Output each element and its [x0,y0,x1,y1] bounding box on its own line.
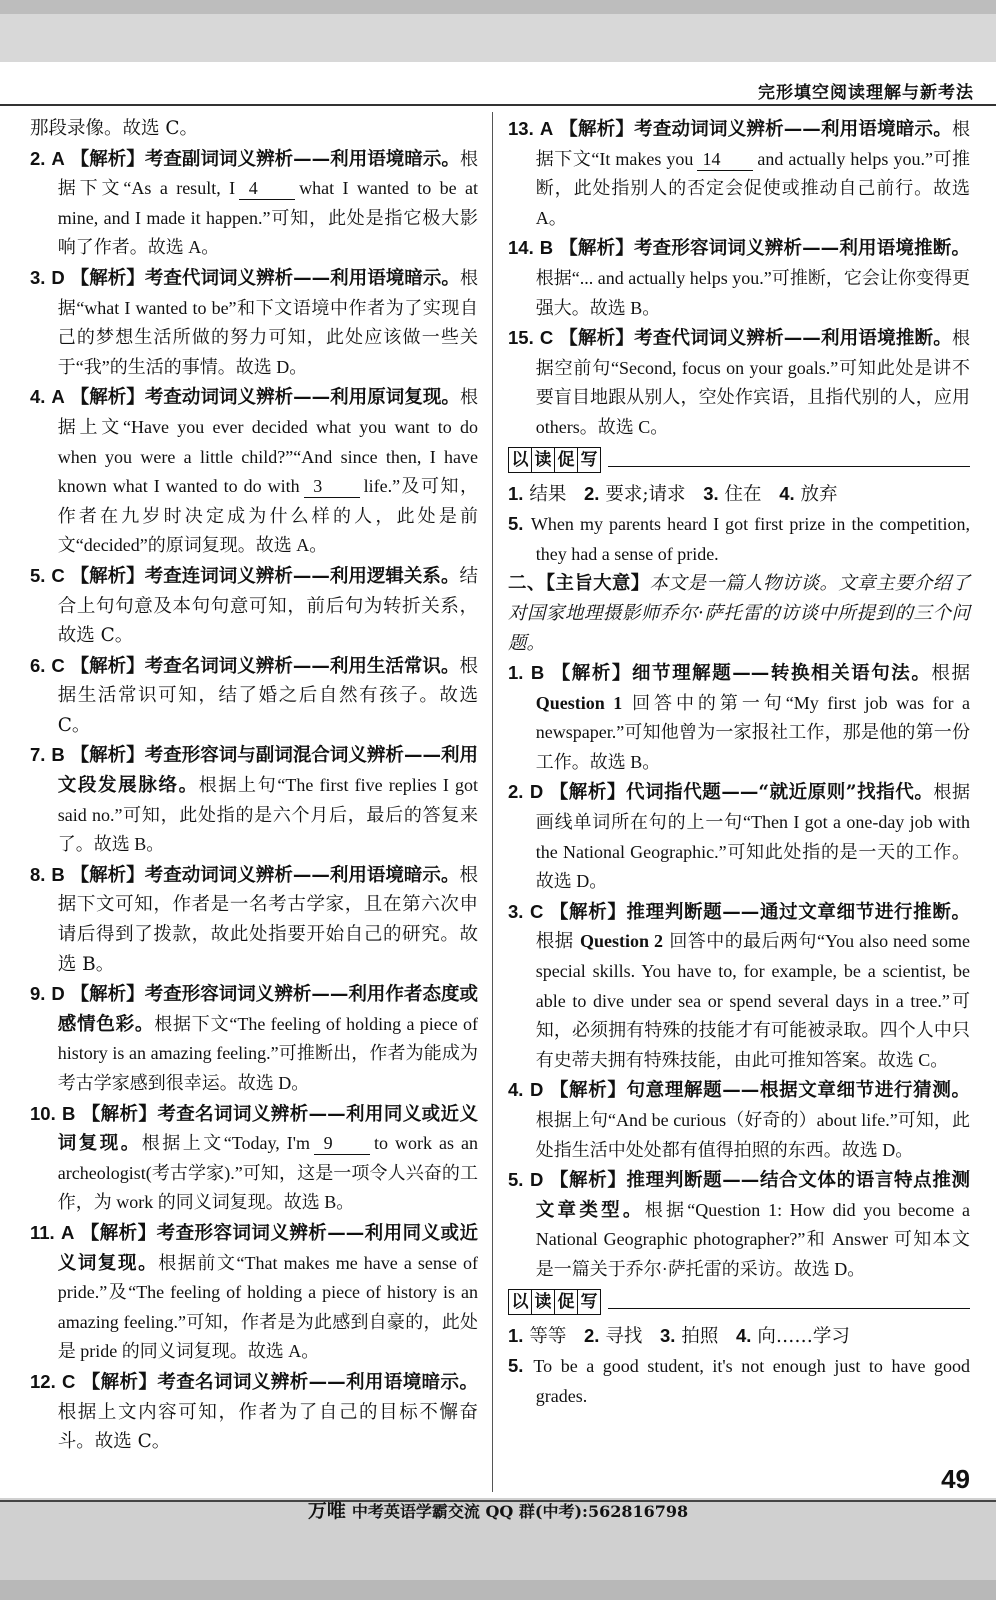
analysis-tag: 【解析】 [70,864,145,886]
answer-item-4 [30,382,478,561]
item-number: 3. [30,266,46,288]
vocab-word: 向……学习 [757,1325,850,1347]
vocab-num: 1. [508,1324,524,1346]
item-lead: 考查动词词义辨析——利用语境暗示。 [634,119,952,140]
sentence-text: When my parents heard I got first prize in the competition, they had a sense of pride. [530,514,970,564]
vocab-word: 要求;请求 [605,483,686,505]
item-answer: D [51,266,65,288]
vocab-word: 住在 [724,483,762,505]
item-number: 5. [508,1169,524,1191]
footer [0,1496,996,1523]
item-number: 8. [30,863,46,885]
item-text: 根据下文“The feeling of holding a piece of history is an amazing feeling.”可推断出，作者为能成为考古学家感到很幸运。故选 D。 [57,1013,478,1093]
bottom-strip [0,1580,996,1600]
title-char: 写 [577,1289,601,1315]
item-answer: A [51,147,65,169]
item-text: 根据“what I wanted to be”和下文语境中作者为了实现自己的梦想生活所做的努力可知，此处应该做一些关于“我”的生活的事情。故选 D。 [57,267,478,377]
read-to-write-title [508,447,970,473]
blank-number: 14 [697,148,753,171]
answer-item-13 [508,114,970,233]
vocab-num: 2. [584,1324,600,1346]
item-lead: 考查动词词义辨析——利用原词复现。 [144,387,460,409]
item-number: 6. [30,654,46,676]
read-to-write-title-2 [508,1289,970,1315]
right-column [508,114,970,1411]
item-number: 13. [508,118,534,139]
analysis-tag: 【解析】 [81,1103,158,1125]
brand-logo: 万唯 [307,1501,346,1522]
item-number: 2. [30,147,46,169]
item-number: 11. [30,1221,55,1243]
item-number: 1. [508,662,524,684]
item-text: 根据 [535,931,574,953]
item-lead: 句意理解题——根据文章细节进行猜测。 [626,1080,970,1102]
item-answer: D [529,1169,544,1191]
answer-item-5 [30,561,478,651]
item-answer: C [51,564,65,586]
title-rule [608,1308,970,1310]
item-lead: 细节理解题——转换相关语句法。 [631,663,932,685]
item-lead: 考查名词词义辨析——利用同义或近义词复现。 [57,1103,478,1155]
item-text: 根据前文“That makes me have a sense of pride.”及“The feeling of holding a piece of history is an amazing feeling.”可知，作者是为此感到自豪的，此处是 pride 的同义词复现。故选 A。 [57,1252,478,1362]
qa-item-4 [508,1075,970,1165]
item-lead: 考查连词词义辨析——利用逻辑关系。 [144,565,460,587]
vocab-num: 4. [736,1324,752,1346]
item-text: 根据画线单词所在句的上一句“Then I got a one-day job with the National Geographic.”可知此处指的是一天的工作。故选 D。 [535,782,970,892]
analysis-tag: 【解析】 [81,1371,158,1393]
analysis-tag: 【解析】 [70,387,145,409]
item-number: 4. [508,1079,524,1101]
answer-item-2 [30,144,478,263]
sentence-item-2 [508,1351,970,1411]
section-summary [508,569,970,658]
question-ref: Question 2 [580,931,663,952]
analysis-tag: 【解析】 [80,1222,157,1244]
item-answer: C [62,1370,76,1392]
item-answer: B [539,237,554,259]
item-number: 7. [30,744,46,766]
answer-item-12 [30,1367,478,1457]
item-number: 2. [508,781,524,803]
item-answer: C [539,327,554,349]
item-answer: B [62,1102,76,1124]
vocab-num: 3. [660,1324,676,1346]
item-lead: 考查名词词义辨析——利用语境暗示。 [157,1371,478,1393]
answer-item-14 [508,233,970,323]
item-answer: C [529,900,544,922]
answer-item-7 [30,740,478,859]
item-lead: 代词指代题——“就近原则”找指代。 [626,782,934,804]
item-lead: 推理判断题——结合文体的语言特点推测文章类型。 [535,1170,970,1221]
item-number: 5. [508,1355,524,1377]
item-answer: A [61,1221,75,1243]
vocab-word: 拍照 [681,1325,719,1347]
item-lead: 考查形容词与副词混合词义辨析——利用文段发展脉络。 [57,745,478,797]
analysis-tag: 【解析】 [70,148,145,170]
item-text: 根据下文“It makes you [535,119,970,169]
title-rule [608,466,970,468]
header-rule [0,104,996,106]
qa-item-5 [508,1165,970,1284]
answer-item-6 [30,651,478,741]
item-lead: 推理判断题——通过文章细节进行推断。 [626,901,970,923]
item-number: 4. [30,386,46,408]
answer-item-8 [30,860,478,979]
item-lead: 考查动词词义辨析——利用语境暗示。 [144,864,460,886]
vocab-line-2 [508,1321,970,1352]
item-number: 12. [30,1370,56,1392]
vocab-num: 4. [779,482,795,504]
analysis-tag: 【解析】 [70,655,145,677]
answer-item-11 [30,1218,478,1367]
item-number: 15. [508,327,534,349]
item-answer: A [51,386,65,408]
answer-item-3 [30,263,478,382]
left-column [30,114,478,1457]
item-text-cont: 回答中的最后两句“You also need some special skills. You have to, for example, be a scientist, be able to dive under sea or spend several days in a tree.”可知，必须拥有特殊的技能才有可能被录取。四个人中只有史蒂夫拥有特殊技能，由此可推知答案。故选 C。 [535,931,970,1070]
analysis-tag: 【解析】 [70,984,145,1006]
item-lead: 考查名词词义辨析——利用生活常识。 [144,655,460,677]
qa-item-1 [508,658,970,777]
item-lead: 考查形容词词义辨析——利用同义或近义词复现。 [57,1222,478,1274]
running-header: 完形填空阅读理解与新考法 [758,83,974,103]
title-char: 读 [531,1289,555,1315]
item-text-cont: 回答中的第一句“My first job was for a newspaper.”可知他曾为一家报社工作，那是他的第一份工作。故选 B。 [535,692,970,772]
item-answer: D [529,781,544,803]
item-number: 9. [30,983,46,1005]
sentence-item [508,509,970,569]
item-text: 根据生活常识可知，结了婚之后自然有孩子。故选 C。 [57,655,478,736]
item-lead: 考查形容词词义辨析——利用作者态度或感情色彩。 [57,984,478,1035]
item-text: 根据下文可知，作者是一名考古学家，且在第六次申请后得到了拨款，故此处指要开始自己的研究。故选 B。 [57,864,478,975]
item-text-cont: what I wanted to be at mine, and I made it happen.”可知，此处是指它极大影响了作者。故选 A。 [57,178,478,258]
analysis-tag: 【解析】 [559,238,634,260]
item-number: 5. [508,513,524,535]
blank-number: 3 [304,475,360,498]
section-text: 本文是一篇人物访谈。文章主要介绍了对国家地理摄影师乔尔·萨托雷的访谈中所提到的三个问题。 [508,573,970,654]
title-char: 促 [554,1289,578,1315]
item-answer: B [530,662,545,684]
item-number: 10. [30,1102,56,1124]
section-label: 二、【主旨大意】 [508,573,650,595]
item-number: 5. [30,564,46,586]
analysis-tag: 【解析】 [549,1080,627,1102]
item-text: 根据上句“The first five replies I got said no.”可知，此处指的是六个月后，最后的答复来了。故选 B。 [57,775,478,855]
item-number: 3. [508,900,524,922]
item-text: 根据上句“And be curious（好奇的）about life.”可知，此处指生活中处处都有值得拍照的东西。故选 D。 [535,1110,970,1160]
vocab-word: 寻找 [605,1325,643,1347]
item-answer: B [51,863,65,885]
title-char: 读 [531,447,555,473]
item-text-cont: life.”及可知，作者在九岁时决定成为什么样的人，此处是前文“decided”的原词复现。故选 A。 [57,476,478,556]
column-divider [492,112,493,1492]
item-text: 根据“... and actually helps you.”可推断，它会让你变得更强大。故选 B。 [535,267,970,318]
item-text: 结合上句句意及本句句意可知，前后句为转折关系，故选 C。 [57,565,478,647]
analysis-tag: 【解析】 [549,901,627,923]
vocab-num: 1. [508,482,524,504]
item-answer: D [529,1079,544,1101]
answer-item-15 [508,323,970,442]
item-answer: C [51,654,65,676]
analysis-tag: 【解析】 [70,565,145,587]
item-answer: B [51,744,65,766]
title-char: 写 [577,447,601,473]
item-lead: 考查副词词义辨析——利用语境暗示。 [144,148,460,170]
item-lead: 考查形容词词义辨析——利用语境推断。 [634,238,970,260]
top-strip [0,0,996,14]
answer-item-10 [30,1099,478,1218]
title-char: 以 [508,447,532,473]
analysis-tag: 【解析】 [549,1170,627,1192]
vocab-line [508,479,970,510]
item-text: 根据“Question 1: How did you become a National Geographic photographer?”和 Answer 可知本文是一篇关于乔尔·萨托雷的采访。故选 D。 [535,1199,970,1279]
vocab-word: 等等 [529,1325,567,1347]
vocab-num: 3. [703,482,719,504]
blank-number: 9 [314,1132,370,1155]
blank-number: 4 [239,177,295,200]
continuation-text: 那段录像。故选 C。 [30,118,199,139]
page-number: 49 [941,1464,970,1494]
item-answer: A [539,118,554,139]
item-number: 14. [508,237,534,259]
item-text-cont: to work as an archeologist(考古学家).”可知，这是一项令人兴奋的工作，为 work 的同义词复现。故选 B。 [57,1133,478,1213]
item-text: 根据空前句“Second, focus on your goals.”可知此处是讲不要盲目地跟从别人，空处作宾语，且指代别的人，应用 others。故选 C。 [535,328,970,437]
analysis-tag: 【解析】 [70,267,145,289]
analysis-tag: 【解析】 [549,782,627,804]
qa-item-2 [508,777,970,896]
question-ref: Question 1 [535,692,623,713]
top-band [0,0,996,62]
qa-item-3 [508,897,970,1076]
title-char: 以 [508,1289,532,1315]
vocab-num: 2. [584,482,600,504]
title-char: 促 [554,447,578,473]
item-text-cont: and actually helps you.”可推断，此处指别人的否定会促使或推动自己前行。故选 A。 [535,148,970,228]
vocab-word: 结果 [529,483,567,505]
continuation-line [30,114,478,144]
analysis-tag: 【解析】 [559,328,635,350]
item-answer: D [51,983,65,1005]
item-text: 根据 [931,663,970,685]
item-text: 根据上文内容可知，作者为了自己的目标不懈奋斗。故选 C。 [57,1401,478,1453]
analysis-tag: 【解析】 [551,663,632,685]
answer-item-9 [30,979,478,1098]
item-text: 根据上文“Have you ever decided what you want to do when you were a little child?”“And since then, I have known what I wanted to do with [57,387,478,497]
analysis-tag: 【解析】 [70,745,145,767]
analysis-tag: 【解析】 [559,119,635,140]
item-text: 根据上文“Today, I'm [141,1133,311,1154]
footer-text: 中考英语学霸交流 QQ 群(中考):562816798 [351,1502,689,1521]
item-lead: 考查代词词义辨析——利用语境推断。 [634,328,952,350]
sentence-text: To be a good student, it's not enough just to have good grades. [533,1356,970,1406]
item-text: 根据下文“As a result, I [57,148,478,199]
item-lead: 考查代词词义辨析——利用语境暗示。 [144,267,460,289]
vocab-word: 放弃 [800,483,838,505]
